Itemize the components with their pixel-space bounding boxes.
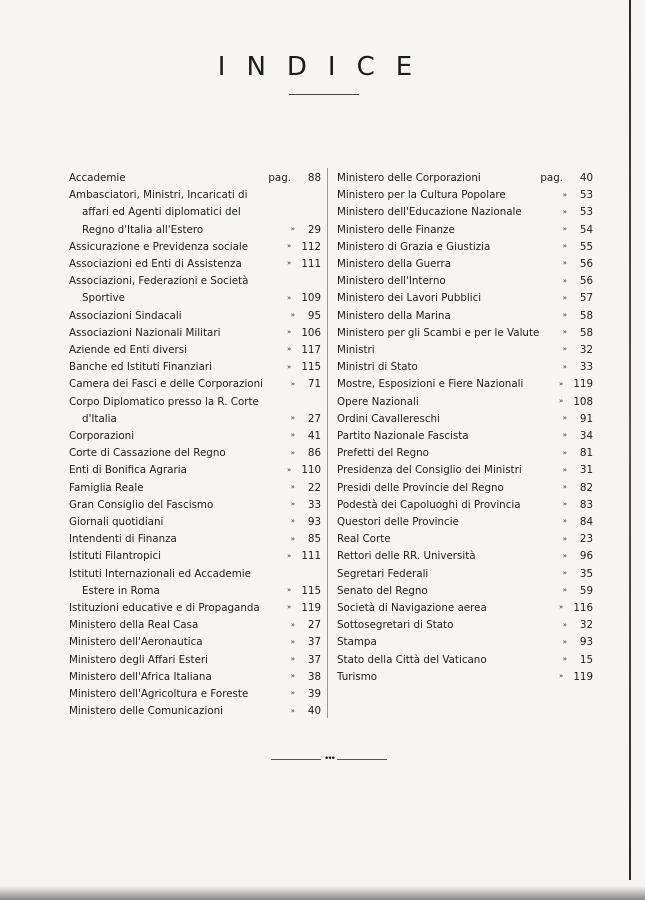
index-entry (69, 239, 321, 256)
index-entry-name: Ministero dell'Interno (337, 275, 446, 288)
index-entry-name: Ministri di Stato (337, 361, 418, 374)
index-entry-page-number: 55 (579, 240, 593, 253)
index-entry-name: Ministero della Marina (337, 309, 451, 322)
index-entry-page-ref (563, 651, 593, 669)
index-entry (337, 462, 593, 479)
index-entry (337, 548, 593, 565)
ditto-mark-icon: » (562, 551, 567, 560)
index-entry (337, 652, 593, 669)
index-entry-page-ref (563, 617, 593, 635)
index-entry-page-number: 40 (307, 705, 321, 718)
ditto-mark-icon: » (290, 637, 295, 646)
index-entry (69, 548, 321, 565)
index-entry-name: Corte di Cassazione del Regno (69, 447, 226, 460)
index-entry-page-ref (563, 341, 593, 359)
index-entry (69, 428, 321, 445)
index-entry (69, 445, 321, 462)
index-entry-page-ref (287, 548, 321, 566)
index-entry-page-ref (563, 221, 593, 239)
index-entry-page-ref (287, 341, 321, 359)
index-entry-page-ref (291, 496, 321, 514)
index-entry-page-number: 29 (307, 223, 321, 236)
index-entry (337, 531, 593, 548)
index-entry (69, 342, 321, 359)
index-entry-page-ref (291, 221, 321, 239)
index-entry-page-ref (291, 634, 321, 652)
index-entry-name: Accademie (69, 172, 126, 184)
ditto-mark-icon: » (290, 655, 295, 664)
index-entry-name: Sottosegretari di Stato (337, 619, 454, 632)
index-entry-page-number: 91 (579, 412, 593, 425)
index-entry-page-ref (563, 496, 593, 514)
index-entry-page-number: 32 (579, 344, 593, 357)
ditto-mark-icon: » (562, 328, 567, 337)
index-entry-page-number: 81 (579, 447, 593, 460)
index-entry-name: Ministero dei Lavori Pubblici (337, 292, 482, 305)
page-title: INDICE (217, 52, 434, 82)
index-entry-page-ref (563, 531, 593, 549)
index-entry-page-number: 112 (301, 240, 321, 253)
ditto-mark-icon: » (562, 225, 567, 233)
index-entry-page-number: 31 (579, 464, 593, 477)
index-entry-page-number: 57 (579, 292, 593, 305)
index-entry (337, 497, 593, 514)
ornament-dots-icon: ••• (324, 754, 334, 764)
index-entry-page-ref (559, 393, 593, 411)
ditto-mark-icon: » (562, 586, 567, 595)
index-entry-page-ref (563, 479, 593, 497)
ditto-mark-icon: » (287, 603, 292, 612)
index-entry-page-ref (559, 376, 593, 394)
ditto-mark-icon: » (287, 586, 292, 595)
index-entry-page-number: 56 (579, 275, 593, 288)
ditto-mark-icon: » (290, 500, 295, 509)
index-entry-page-number: 59 (579, 584, 593, 597)
index-entry (337, 187, 593, 204)
title-rule (289, 94, 359, 95)
index-entry-page-number: 22 (307, 481, 321, 494)
index-entry-name: Banche ed Istituti Finanziari (69, 361, 212, 374)
index-entry-name: Ministero degli Affari Esteri (69, 653, 209, 666)
index-entry-page-number: 85 (307, 533, 321, 546)
ornament-line-left (271, 759, 321, 760)
ditto-mark-icon: » (287, 259, 292, 268)
index-entry-page-number: 71 (307, 378, 321, 391)
index-entry-page-number: 35 (579, 567, 593, 580)
index-entry-name: Presidi delle Provincie del Regno (337, 481, 504, 494)
ditto-mark-icon: » (562, 500, 567, 509)
index-entry (69, 669, 321, 686)
index-entry-page-ref (291, 651, 321, 669)
index-entry-page-ref (291, 685, 321, 703)
index-entry (69, 462, 321, 479)
index-entry-page-number: 86 (307, 447, 321, 460)
index-entry (337, 308, 593, 325)
index-entry-page-ref (563, 513, 593, 531)
index-entry (337, 170, 593, 187)
index-entry-page-ref (563, 427, 593, 445)
index-entry-page-ref (540, 170, 593, 187)
index-entry (69, 600, 321, 617)
index-entry (337, 634, 593, 651)
index-entry-name: Ministero dell'Africa Italiana (69, 670, 212, 683)
index-entry (337, 394, 593, 411)
index-entry-page-ref (287, 255, 321, 273)
index-entry-name: Ministero della Real Casa (69, 619, 199, 632)
index-entry (337, 583, 593, 600)
index-entry-name: Corpo Diplomatico presso la R. Corte d'Italia (69, 395, 259, 425)
index-entry-page-ref (291, 703, 321, 721)
index-entry-page-ref (291, 531, 321, 549)
index-entry-page-ref (287, 462, 321, 480)
index-entry (69, 497, 321, 514)
index-entry (337, 428, 593, 445)
index-entry-page-number: 111 (301, 550, 321, 563)
index-entry-page-number: 33 (579, 361, 593, 374)
index-entry-page-ref (563, 273, 593, 291)
index-entry-name: Gran Consiglio del Fascismo (69, 498, 214, 511)
index-entry-page-number: 27 (307, 619, 321, 632)
index-entry-name: Società di Navigazione aerea (337, 602, 487, 615)
index-entry-name: Ministero delle Finanze (337, 223, 455, 236)
index-entry-page-number: 39 (307, 688, 321, 701)
index-entry-name: Istituti Filantropici (69, 550, 162, 563)
ditto-mark-icon: » (290, 672, 295, 681)
ditto-mark-icon: » (562, 448, 567, 457)
index-entry (337, 376, 593, 393)
index-entry-name: Ministero dell'Agricoltura e Foreste (69, 688, 249, 701)
index-entry-page-ref (563, 324, 593, 342)
index-entry-page-number: 119 (573, 670, 593, 683)
end-ornament (271, 754, 387, 764)
index-entry-page-ref (563, 187, 593, 205)
index-entry-page-number: 33 (307, 498, 321, 511)
page-bottom-shadow (0, 886, 645, 900)
index-entry-page-ref (563, 565, 593, 583)
ditto-mark-icon: » (290, 379, 295, 388)
index-entry-page-ref (563, 255, 593, 273)
index-entry (337, 617, 593, 634)
index-entry (69, 308, 321, 325)
ditto-mark-icon: » (562, 655, 567, 664)
ditto-mark-icon: » (559, 379, 564, 388)
ornament-line-right (337, 759, 387, 760)
ditto-mark-icon: » (562, 465, 567, 474)
ditto-mark-icon: » (290, 534, 295, 543)
index-entry-name: Associazioni ed Enti di Assistenza (69, 258, 242, 271)
ditto-mark-icon: » (562, 483, 567, 492)
index-entry (337, 273, 593, 290)
index-entry (69, 566, 321, 600)
index-entry-name: Ambasciatori, Ministri, Incaricati di affari ed Agenti diplomatici del Regno d'Italia all'Estero (69, 189, 248, 236)
index-entry-name: Ministero dell'Educazione Nazionale (337, 206, 522, 219)
index-entry-page-ref (291, 617, 321, 635)
index-entry (337, 480, 593, 497)
index-entry-page-ref (563, 462, 593, 480)
index-entry-name: Turismo (337, 670, 378, 683)
index-entry-page-ref (563, 410, 593, 428)
ditto-mark-icon: » (287, 362, 292, 371)
index-entry-page-number: 23 (579, 533, 593, 546)
ditto-mark-icon: » (562, 620, 567, 629)
index-entry-page-number: 109 (301, 292, 321, 305)
index-entry (337, 411, 593, 428)
ditto-mark-icon: » (562, 431, 567, 440)
index-entry-name: Ministero delle Corporazioni (337, 172, 481, 184)
index-entry (337, 600, 593, 617)
index-entry-page-ref (563, 290, 593, 308)
index-entry-name: Questori delle Provincie (337, 516, 459, 529)
index-entry-page-ref (291, 668, 321, 686)
ditto-mark-icon: » (562, 517, 567, 526)
index-entry (337, 290, 593, 307)
index-entry-page-ref (291, 307, 321, 325)
index-entry-name: Prefetti del Regno (337, 447, 429, 460)
index-entry-page-ref (563, 548, 593, 566)
ditto-mark-icon: » (290, 517, 295, 526)
index-entry-name: Podestà dei Capoluoghi di Provincia (337, 498, 521, 511)
index-entry-page-number: 108 (573, 395, 593, 408)
ditto-mark-icon: » (287, 293, 292, 302)
index-entry (69, 531, 321, 548)
ditto-mark-icon: » (287, 328, 292, 337)
index-entry-page-number: 88 (307, 172, 321, 184)
index-entry-name: Ministero per la Cultura Popolare (337, 189, 506, 202)
index-entry-page-ref (563, 359, 593, 377)
pag-abbreviation: pag. (268, 172, 291, 184)
index-entry-name: Enti di Bonifica Agraria (69, 464, 187, 477)
index-entry-name: Presidenza del Consiglio dei Ministri (337, 464, 522, 477)
index-entry-name: Assicurazione e Previdenza sociale (69, 240, 249, 253)
index-entry-page-ref (287, 290, 321, 308)
index-entry (337, 325, 593, 342)
index-entry (69, 359, 321, 376)
index-entry-name: Istituti Internazionali ed Accademie Estere in Roma (69, 567, 251, 597)
index-entry (69, 686, 321, 703)
index-entry-page-number: 96 (579, 550, 593, 563)
index-entry-page-number: 40 (579, 172, 593, 184)
index-entry-page-ref (563, 445, 593, 463)
index-entry-page-ref (287, 359, 321, 377)
index-entry (337, 514, 593, 531)
index-entry-name: Ministero della Guerra (337, 258, 452, 271)
index-entry-name: Partito Nazionale Fascista (337, 430, 469, 443)
index-entry-page-ref (563, 204, 593, 222)
index-entry-page-number: 93 (307, 516, 321, 529)
index-entry (69, 170, 321, 187)
index-entry (69, 394, 321, 428)
index-entry (337, 445, 593, 462)
index-entry-page-ref (291, 376, 321, 394)
index-entry-page-number: 58 (579, 326, 593, 339)
index-entry-name: Opere Nazionali (337, 395, 419, 408)
index-entry-page-number: 82 (579, 481, 593, 494)
index-entry-page-number: 117 (301, 344, 321, 357)
index-entry-page-number: 41 (307, 430, 321, 443)
index-entry-page-number: 119 (573, 378, 593, 391)
index-entry-name: Associazioni, Federazioni e Società Sportive (69, 275, 249, 305)
index-entry-name: Senato del Regno (337, 584, 428, 597)
index-entry-page-ref (291, 479, 321, 497)
index-entry-name: Stampa (337, 636, 377, 649)
index-entry-page-number: 119 (301, 602, 321, 615)
ditto-mark-icon: » (290, 431, 295, 440)
index-entry (69, 273, 321, 307)
index-entry-name: Segretari Federali (337, 567, 429, 580)
index-entry-page-number: 116 (573, 602, 593, 615)
index-entry-page-ref (563, 307, 593, 325)
ditto-mark-icon: » (559, 397, 564, 406)
index-entry (69, 703, 321, 720)
index-entry-name: Ministero per gli Scambi e per le Valute (337, 326, 540, 339)
index-entry-name: Intendenti di Finanza (69, 533, 177, 546)
index-entry-page-number: 53 (579, 189, 593, 202)
index-entry-page-number: 110 (301, 464, 321, 477)
index-entry-name: Mostre, Esposizioni e Fiere Nazionali (337, 378, 524, 391)
index-entry-page-number: 111 (301, 258, 321, 271)
index-entry (337, 566, 593, 583)
ditto-mark-icon: » (290, 706, 295, 715)
ditto-mark-icon: » (562, 345, 567, 354)
index-entry (337, 204, 593, 221)
index-entry (69, 256, 321, 273)
index-entry-page-ref (287, 582, 321, 600)
ditto-mark-icon: » (562, 637, 567, 646)
ditto-mark-icon: » (287, 242, 292, 251)
ditto-mark-icon: » (290, 414, 295, 423)
index-entry-name: Ministero di Grazia e Giustizia (337, 240, 491, 253)
index-entry-page-ref (563, 582, 593, 600)
index-entry-name: Giornali quotidiani (69, 516, 164, 529)
index-entry-page-ref (291, 445, 321, 463)
index-entry (69, 652, 321, 669)
ditto-mark-icon: » (287, 345, 292, 354)
ditto-mark-icon: » (290, 448, 295, 457)
ditto-mark-icon: » (290, 225, 295, 233)
pag-abbreviation: pag. (540, 172, 563, 184)
index-entry (337, 256, 593, 273)
index-entry-name: Ministero delle Comunicazioni (69, 705, 224, 718)
index-entry (69, 325, 321, 342)
index-entry-page-number: 32 (579, 619, 593, 632)
index-entry-name: Ministri (337, 344, 375, 357)
ditto-mark-icon: » (562, 190, 567, 199)
ditto-mark-icon: » (287, 465, 292, 474)
index-entry-name: Ordini Cavallereschi (337, 412, 440, 425)
index-entry-page-number: 58 (579, 309, 593, 322)
index-entry (337, 222, 593, 239)
index-entry (337, 669, 593, 686)
index-entry-page-ref (559, 668, 593, 686)
ditto-mark-icon: » (290, 311, 295, 320)
ditto-mark-icon: » (290, 483, 295, 492)
index-entry-page-ref (563, 634, 593, 652)
ditto-mark-icon: » (562, 569, 567, 578)
index-entry-page-number: 15 (579, 653, 593, 666)
index-entry (69, 376, 321, 393)
index-entry-page-number: 38 (307, 670, 321, 683)
index-entry-page-number: 115 (301, 361, 321, 374)
ditto-mark-icon: » (562, 242, 567, 251)
index-entry-page-number: 95 (307, 309, 321, 322)
page-edge-line (629, 0, 631, 880)
index-entry-page-number: 83 (579, 498, 593, 511)
index-entry-name: Ministero dell'Aeronautica (69, 636, 203, 649)
index-entry-name: Camera dei Fasci e delle Corporazioni (69, 378, 263, 391)
index-entry-page-number: 93 (579, 636, 593, 649)
ditto-mark-icon: » (562, 276, 567, 285)
index-entry (69, 187, 321, 239)
ditto-mark-icon: » (559, 603, 564, 612)
index-entry (69, 617, 321, 634)
index-entry-name: Rettori delle RR. Università (337, 550, 476, 563)
index-entry-page-number: 53 (579, 206, 593, 219)
index-entry-page-number: 27 (307, 412, 321, 425)
index-entry-page-number: 106 (301, 326, 321, 339)
index-entry-page-number: 37 (307, 636, 321, 649)
index-entry-page-number: 115 (301, 584, 321, 597)
column-divider (327, 168, 328, 718)
index-entry-page-ref (287, 599, 321, 617)
index-entry-name: Stato della Città del Vaticano (337, 653, 487, 666)
index-entry-name: Associazioni Sindacali (69, 309, 182, 322)
index-entry-name: Famiglia Reale (69, 481, 144, 494)
index-entry (337, 359, 593, 376)
index-entry-page-ref (287, 324, 321, 342)
index-column-right (337, 170, 593, 686)
index-column-left (69, 170, 321, 721)
index-entry-page-ref (268, 170, 321, 187)
index-entry-name: Corporazioni (69, 430, 135, 443)
index-entry-name: Real Corte (337, 533, 391, 546)
ditto-mark-icon: » (562, 207, 567, 216)
ditto-mark-icon: » (562, 362, 567, 371)
ditto-mark-icon: » (562, 311, 567, 320)
index-entry-page-number: 56 (579, 258, 593, 271)
index-entry-name: Aziende ed Enti diversi (69, 344, 187, 357)
index-entry (69, 514, 321, 531)
index-entry-page-ref (291, 427, 321, 445)
ditto-mark-icon: » (559, 672, 564, 681)
ditto-mark-icon: » (287, 551, 292, 560)
index-entry-page-ref (563, 238, 593, 256)
ditto-mark-icon: » (562, 534, 567, 543)
ditto-mark-icon: » (562, 414, 567, 423)
index-entry (69, 634, 321, 651)
index-entry-page-ref (287, 238, 321, 256)
index-entry-page-ref (559, 599, 593, 617)
ditto-mark-icon: » (562, 293, 567, 302)
index-entry (337, 342, 593, 359)
index-entry-name: Istituzioni educative e di Propaganda (69, 602, 260, 615)
index-entry (337, 239, 593, 256)
index-entry-page-number: 54 (579, 223, 593, 236)
ditto-mark-icon: » (290, 620, 295, 629)
ditto-mark-icon: » (562, 259, 567, 268)
ditto-mark-icon: » (290, 689, 295, 698)
index-entry (69, 480, 321, 497)
index-entry-page-number: 37 (307, 653, 321, 666)
index-entry-name: Associazioni Nazionali Militari (69, 326, 221, 339)
index-entry-page-number: 84 (579, 516, 593, 529)
index-entry-page-number: 34 (579, 430, 593, 443)
index-entry-page-ref (291, 513, 321, 531)
index-entry-page-ref (291, 410, 321, 428)
